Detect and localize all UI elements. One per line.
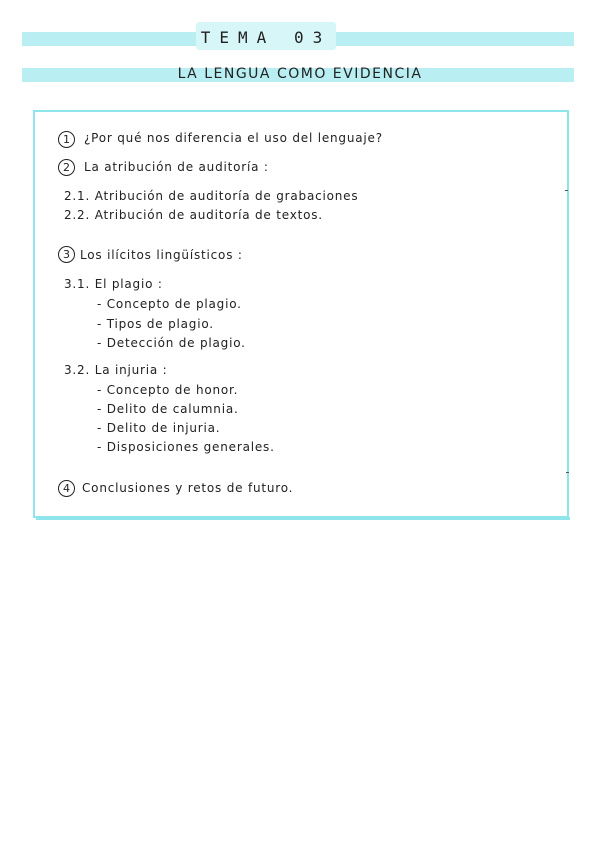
section-3-number: 3	[58, 246, 75, 263]
plagio-item: - Tipos de plagio.	[97, 317, 214, 331]
plagio-item: - Concepto de plagio.	[97, 297, 242, 311]
section-2-number: 2	[58, 159, 75, 176]
section-4-title: Conclusiones y retos de futuro.	[82, 481, 294, 495]
section-3-title: Los ilícitos lingüísticos :	[80, 248, 243, 262]
section-2-title: La atribución de auditoría :	[84, 160, 269, 174]
subsection-3-2: 3.2. La injuria :	[64, 363, 168, 377]
section-1-title: ¿Por qué nos diferencia el uso del lenguaje?	[84, 131, 383, 145]
section-1-number: 1	[58, 131, 75, 148]
injuria-item: - Disposiciones generales.	[97, 440, 275, 454]
injuria-item: - Delito de calumnia.	[97, 402, 239, 416]
injuria-item: - Concepto de honor.	[97, 383, 239, 397]
pen-mark	[566, 472, 569, 473]
injuria-item: - Delito de injuria.	[97, 421, 221, 435]
subsection-3-1: 3.1. El plagio :	[64, 277, 163, 291]
pen-mark	[565, 190, 568, 191]
topic-number-title: TEMA 03	[200, 28, 332, 47]
subsection-2-2: 2.2. Atribución de auditoría de textos.	[64, 208, 323, 222]
subsection-2-1: 2.1. Atribución de auditoría de grabaciones	[64, 189, 359, 203]
plagio-item: - Detección de plagio.	[97, 336, 246, 350]
section-4-number: 4	[58, 480, 75, 497]
topic-subtitle: LA LENGUA COMO EVIDENCIA	[177, 66, 423, 82]
frame-bottom-shadow	[36, 517, 570, 520]
